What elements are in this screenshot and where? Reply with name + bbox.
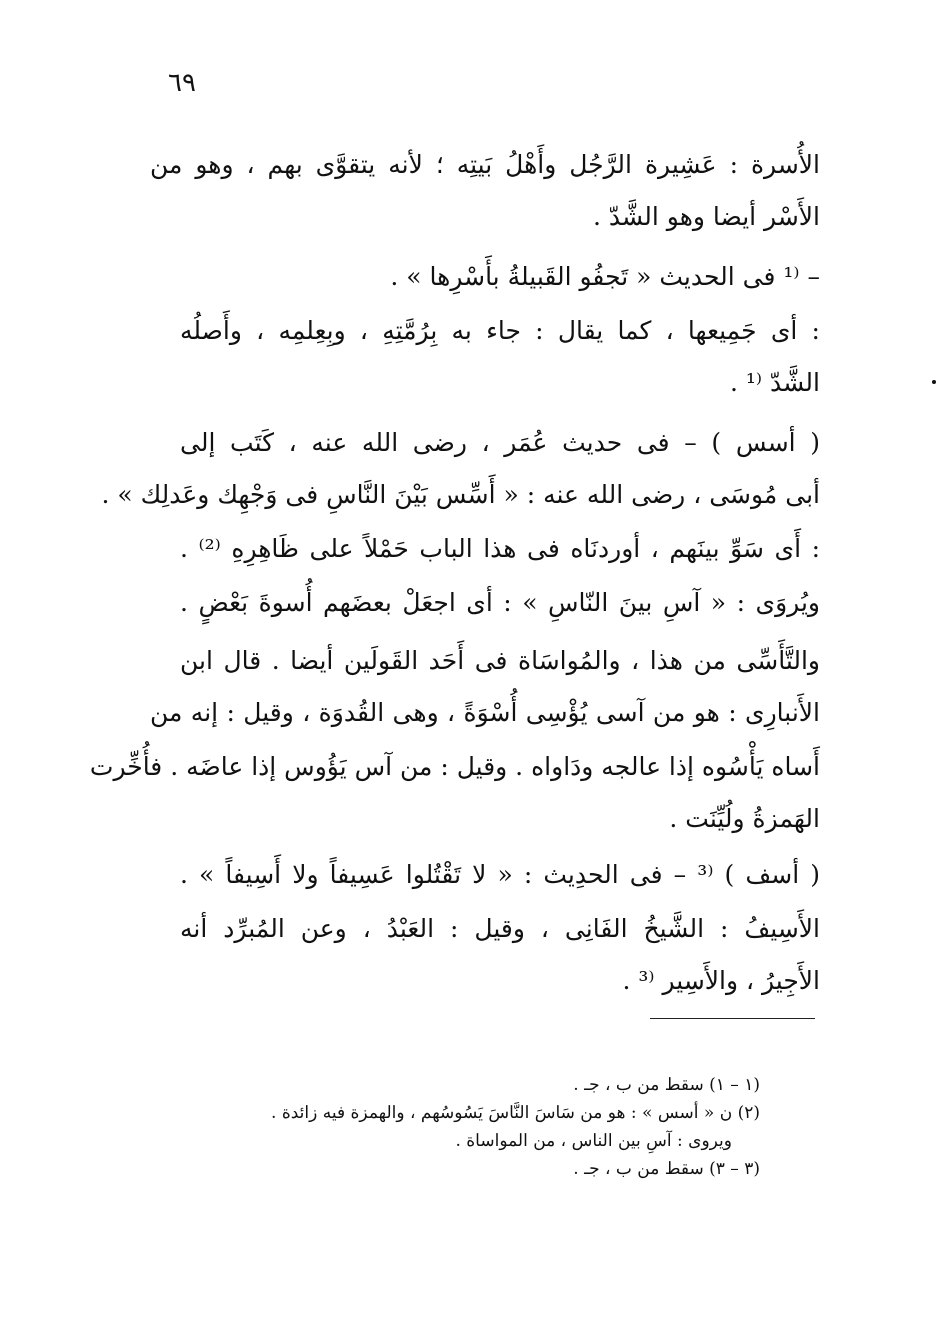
- text-line: أبى مُوسَى ، رضى الله عنه : « أَسِّس بَيْنَ النَّاسِ فى وَجْهِك وعَدلِك » .: [101, 480, 820, 509]
- text-line: ويُروَى : « آسِ بينَ النّاسِ » : أى اجعَلْ بعضَهم أُسوةَ بَعْضٍ .: [180, 588, 820, 617]
- page-number: ٦٩: [168, 68, 196, 98]
- text-line: أَساه يَأْسُوه إذا عالجه ودَاواه . وقيل : من آس يَؤُوس إذا عاضَه . فأُخِّرت: [89, 752, 820, 781]
- text-line: الأَسْر أيضا وهو الشَّدّ .: [592, 202, 820, 231]
- text-line: – ⁽¹ فى الحديث « تَجفُو القَبيلةُ بأَسْرِها » .: [390, 262, 820, 291]
- text-line: الأُسرة : عَشِيرة الرَّجُل وأَهْلُ بَيتِه ؛ لأنه يتقوَّى بهم ، وهو من: [150, 150, 820, 179]
- book-page: [89, 60, 821, 1320]
- text-line: والتَّأَسِّى من هذا ، والمُواسَاة فى أَحَد القَولَين أيضا . قال ابن: [180, 646, 820, 675]
- text-line: ( أسس ) – فى حديث عُمَر ، رضى الله عنه ، كَتَب إلى: [180, 428, 820, 457]
- scan-mark: [932, 380, 936, 384]
- footnote: (٢) ن « أسس » : هو من سَاسَ النَّاسَ يَسُوسُهم ، والهمزة فيه زائدة .: [271, 1103, 760, 1123]
- text-line: الأَنبارِى : هو من آسى يُؤْسِى أُسْوَةً ، وهى القُدوَة ، وقيل : إنه من: [150, 698, 820, 727]
- text-line: الأَجِيرُ ، والأَسِير ⁽³ .: [622, 966, 820, 995]
- footnote: (١ – ١) سقط من ب ، جـ .: [573, 1075, 760, 1095]
- text-line: الأَسِيفُ : الشَّيخُ الفَانِى ، وقيل : العَبْدُ ، وعن المُبرِّد أنه: [180, 914, 820, 943]
- text-line: : أى جَمِيعها ، كما يقال : جاء به بِرُمَّتِهِ ، وبِعِلمِه ، وأَصلُه: [180, 316, 820, 345]
- footnote: ويروى : آسِ بين الناس ، من المواساة .: [455, 1131, 732, 1151]
- text-line: الهَمزةُ ولُيِّنَت .: [669, 804, 820, 833]
- footnote-separator: [650, 1018, 815, 1019]
- text-line: : أَى سَوِّ بينَهم ، أوردنَاه فى هذا الباب حَمْلاً على ظَاهِرِهِ ⁽²⁾ .: [180, 534, 821, 563]
- text-line: ( أسف ) ⁽³ – فى الحدِيث : « لا تَقْتُلوا عَسِيفاً ولا أَسِيفاً » .: [180, 860, 821, 889]
- footnote: (٣ – ٣) سقط من ب ، جـ .: [573, 1159, 760, 1179]
- text-line: الشَّدّ ⁽¹ .: [729, 368, 820, 397]
